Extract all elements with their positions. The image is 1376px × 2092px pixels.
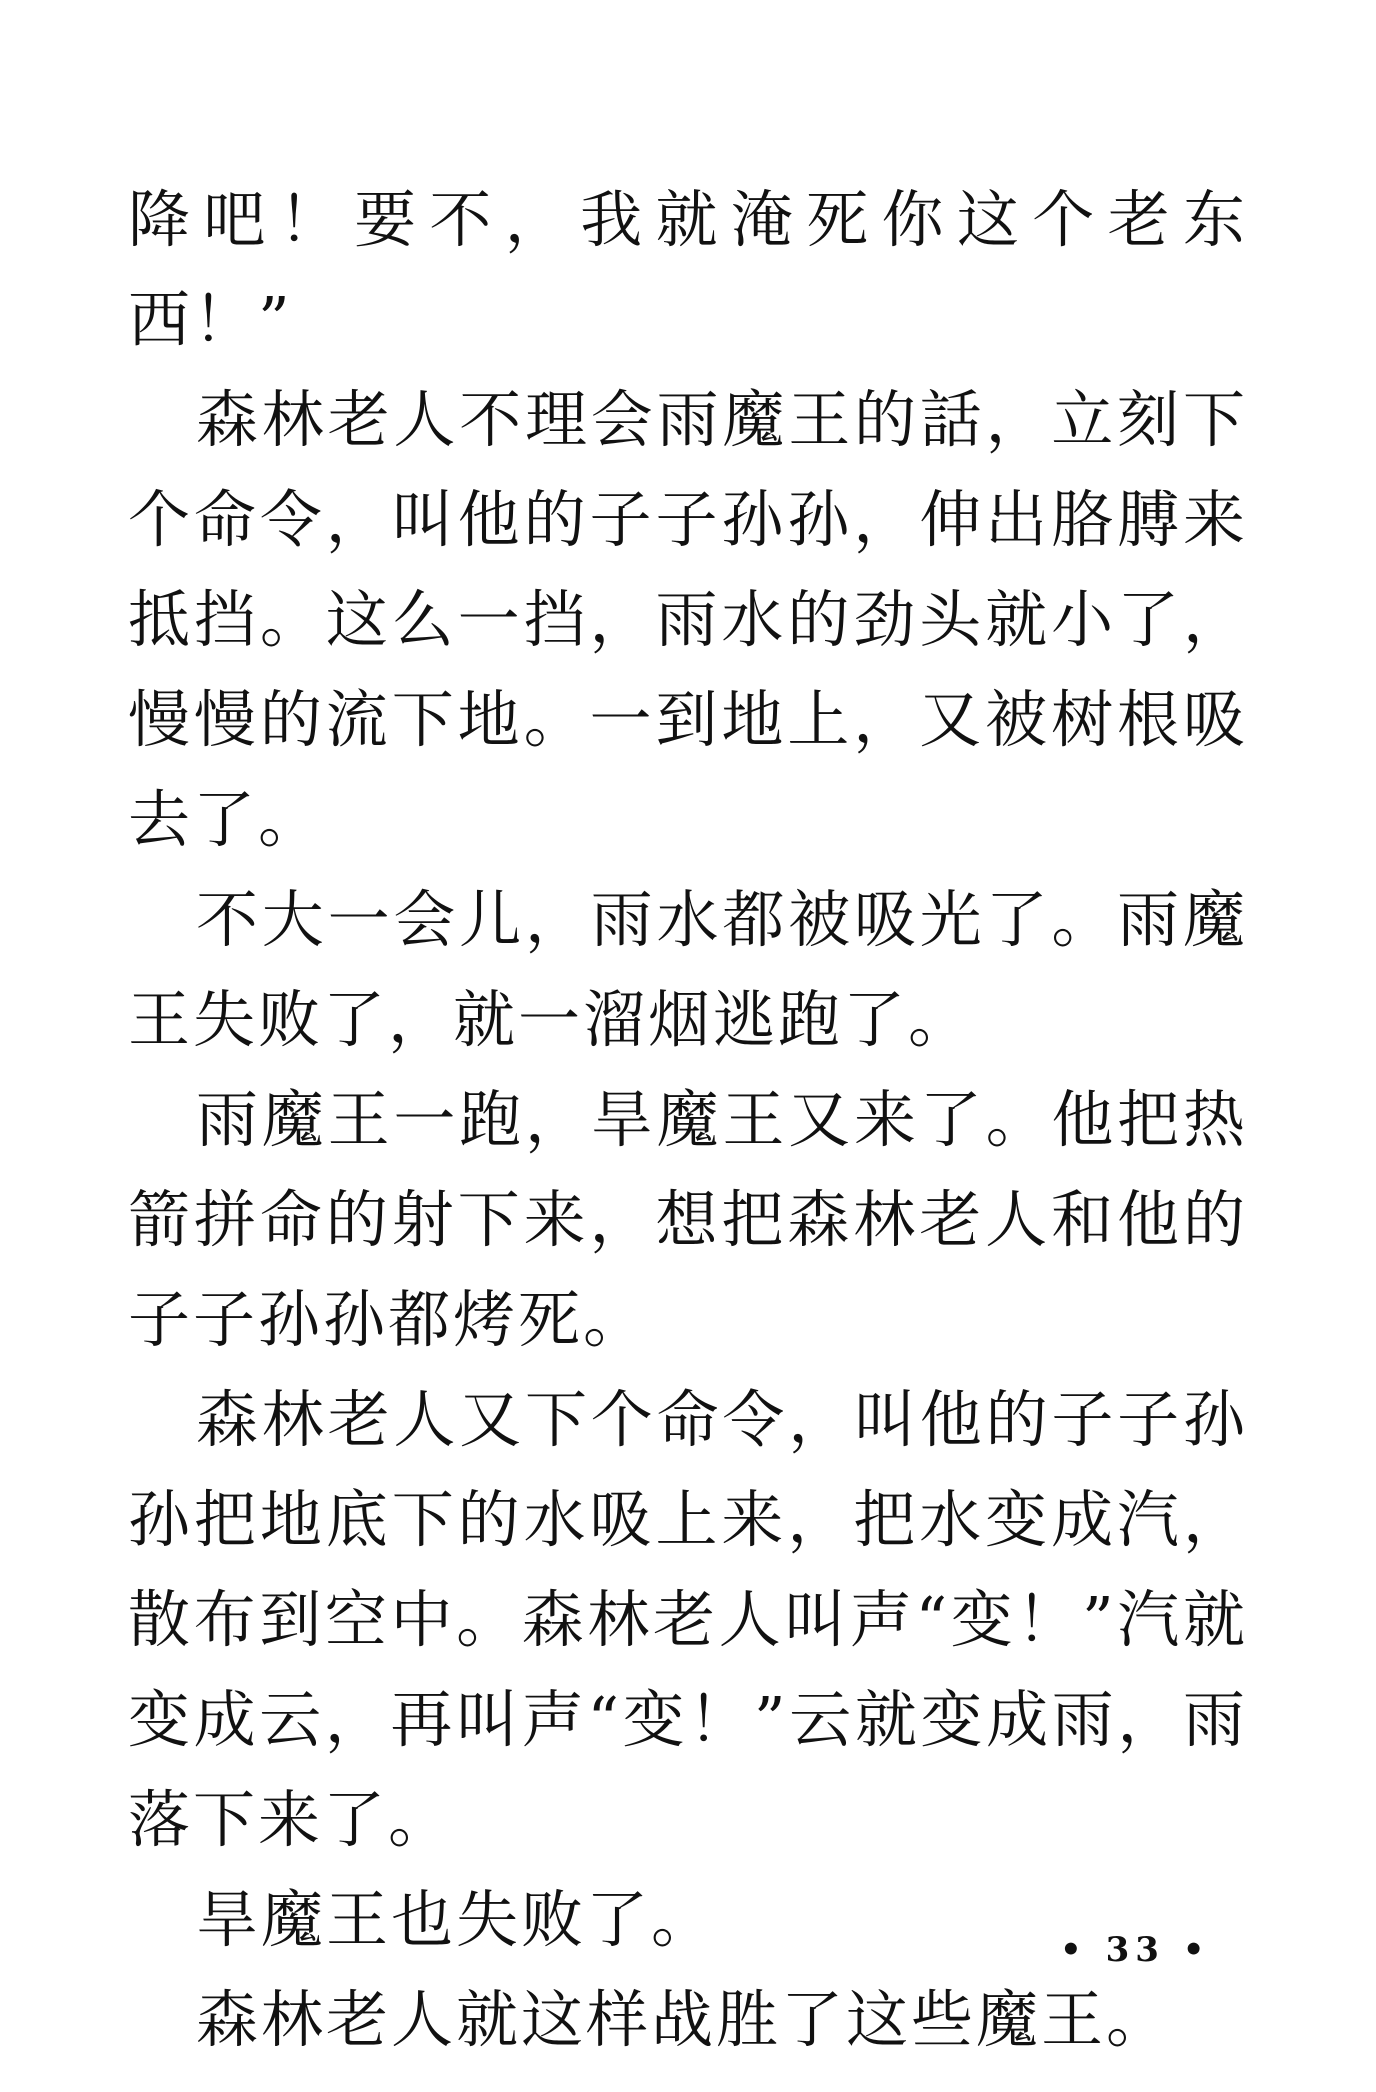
paragraph-2: 森林老人不理会雨魔王的話，立刻下个命令，叫他的子子孙孙，伸出胳膊来抵挡。这么一挡，雨水的劲头就小了，慢慢的流下地。一到地上，又被树根吸去了。	[128, 383, 1248, 856]
paragraph-3: 不大一会儿，雨水都被吸光了。雨魔王失败了，就一溜烟逃跑了。	[128, 883, 1248, 1056]
paragraph-7: 森林老人就这样战胜了这些魔王。	[196, 1983, 1172, 2056]
page-number: • 33 •	[1060, 1930, 1211, 1970]
paragraph-4: 雨魔王一跑，旱魔王又来了。他把热箭拼命的射下来，想把森林老人和他的子子孙孙都烤死。	[128, 1083, 1248, 1356]
body-text	[128, 170, 1248, 2070]
paragraph-6: 旱魔王也失败了。	[196, 1883, 717, 1956]
paragraph-5: 森林老人又下个命令，叫他的子子孙孙把地底下的水吸上来，把水变成汽，散布到空中。森林老人叫声“变！”汽就变成云，再叫声“变！”云就变成雨，雨落下来了。	[128, 1383, 1248, 1856]
paragraph-1: 降吧！要不，我就淹死你这个老东西！”	[128, 183, 1248, 356]
